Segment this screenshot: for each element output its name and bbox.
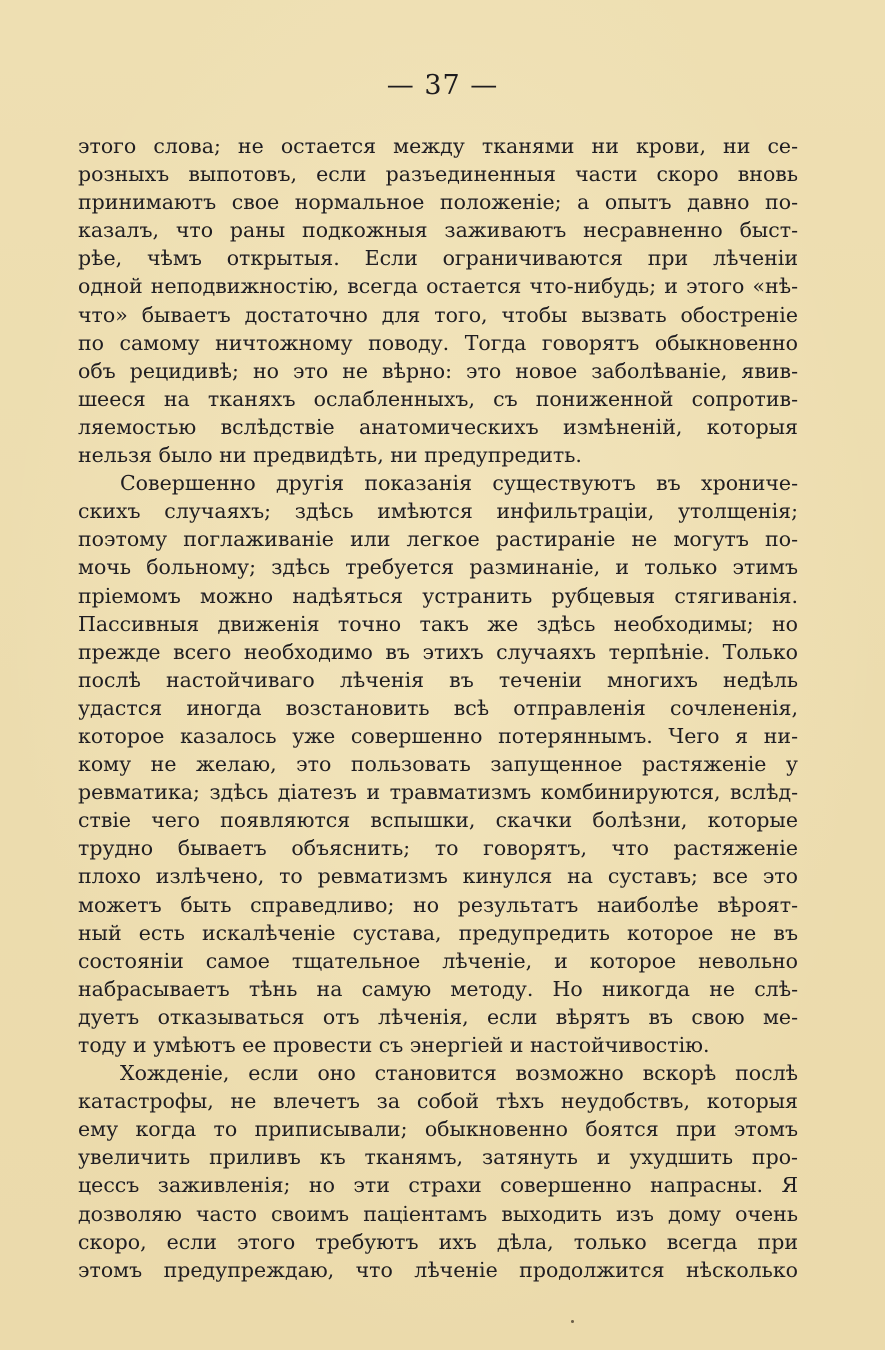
text-line: состоянiи самое тщательное лѣченiе, и которое невольно (78, 948, 798, 973)
text-line: плохо излѣчено, то ревматизмъ кинулся на суставъ; все это (78, 864, 798, 889)
body-text (78, 132, 798, 1284)
text-line: этого слова; не остается между тканями ни крови, ни се- (78, 134, 798, 158)
text-line: можетъ быть справедливо; но результатъ наиболѣе вѣроят- (78, 892, 798, 917)
text-line: увеличить приливъ къ тканямъ, затянуть и ухудшить про- (78, 1145, 798, 1170)
paragraph-3 (78, 1059, 798, 1284)
text-line: ляемостью вслѣдствiе анатомическихъ измѣненiй, которыя (78, 414, 798, 439)
text-line: этомъ предупреждаю, что лѣченiе продолжится нѣсколько (78, 1257, 798, 1282)
text-line: кому не желаю, это пользовать запущенное растяженiе у (78, 752, 798, 777)
text-line: дуетъ отказываться отъ лѣченiя, если вѣрятъ въ свою ме- (78, 1004, 798, 1029)
text-line: скихъ случаяхъ; здѣсь имѣются инфильтрацiи, утолщенiя; (78, 499, 798, 524)
text-line: розныхъ выпотовъ, если разъединенныя части скоро вновь (78, 162, 798, 187)
paragraph-2 (78, 469, 798, 1059)
text-line: ствiе чего появляются вспышки, скачки болѣзни, которые (78, 808, 798, 833)
text-line: катастрофы, не влечетъ за собой тѣхъ неудобствъ, которыя (78, 1089, 798, 1114)
text-line: принимаютъ свое нормальное положенiе; а опытъ давно по- (78, 190, 798, 215)
paragraph-1 (78, 132, 798, 469)
text-line: рѣе, чѣмъ открытыя. Если ограничиваются при лѣченiи (78, 246, 798, 271)
text-line: прежде всего необходимо въ этихъ случаяхъ терпѣнiе. Только (78, 639, 798, 664)
text-line: объ рецидивѣ; но это не вѣрно: это новое заболѣванiе, явив- (78, 358, 798, 383)
text-line: ный есть искалѣченiе сустава, предупредить которое не въ (78, 920, 798, 945)
text-line: цессъ заживленiя; но эти страхи совершенно напрасны. Я (78, 1173, 798, 1198)
text-line: казалъ, что раны подкожныя заживаютъ несравненно быст- (78, 218, 798, 243)
text-line: по самому ничтожному поводу. Тогда говорятъ обыкновенно (78, 330, 798, 355)
text-line: дозволяю часто своимъ пацiентамъ выходить изъ дому очень (78, 1201, 798, 1226)
text-line: поэтому поглаживанiе или легкое растиранiе не могутъ по- (78, 527, 798, 552)
text-line: Хожденiе, если оно становится возможно вскорѣ послѣ (120, 1061, 798, 1086)
text-line: мочь больному; здѣсь требуется разминанiе, и только этимъ (78, 555, 798, 580)
text-line: скоро, если этого требуютъ ихъ дѣла, только всегда при (78, 1229, 798, 1254)
text-line: Совершенно другiя показанiя существуютъ въ хрониче- (120, 471, 798, 496)
text-line: прiемомъ можно надѣяться устранить рубцевыя стягиванiя. (78, 583, 798, 608)
text-line: нельзя было ни предвидѣть, ни предупредить. (78, 443, 582, 468)
paper-speck (571, 1320, 574, 1323)
text-line: тоду и умѣютъ ее провести съ энергiей и настойчивостiю. (78, 1033, 710, 1057)
text-line: Пассивныя движенiя точно такъ же здѣсь необходимы; но (78, 611, 798, 636)
text-line: которое казалось уже совершенно потеряннымъ. Чего я ни- (78, 723, 798, 748)
page-number: — 37 — (386, 70, 499, 101)
text-line: ему когда то приписывали; обыкновенно боятся при этомъ (78, 1117, 798, 1142)
text-line: одной неподвижностiю, всегда остается что-нибудь; и этого «нѣ- (78, 274, 798, 299)
text-line: что» бываетъ достаточно для того, чтобы вызвать обостренiе (78, 302, 798, 327)
text-line: послѣ настойчиваго лѣченiя въ теченiи многихъ недѣль (78, 667, 798, 692)
text-line: ревматика; здѣсь дiатезъ и травматизмъ комбинируются, вслѣд- (78, 780, 798, 805)
text-line: набрасываетъ тѣнь на самую методу. Но никогда не слѣ- (78, 976, 798, 1001)
text-line: удастся иногда возстановить всѣ отправленiя сочлененiя, (78, 695, 798, 720)
text-line: трудно бываетъ объяснить; то говорятъ, что растяженiе (78, 836, 798, 861)
text-line: шееся на тканяхъ ослабленныхъ, съ пониженной сопротив- (78, 386, 798, 411)
